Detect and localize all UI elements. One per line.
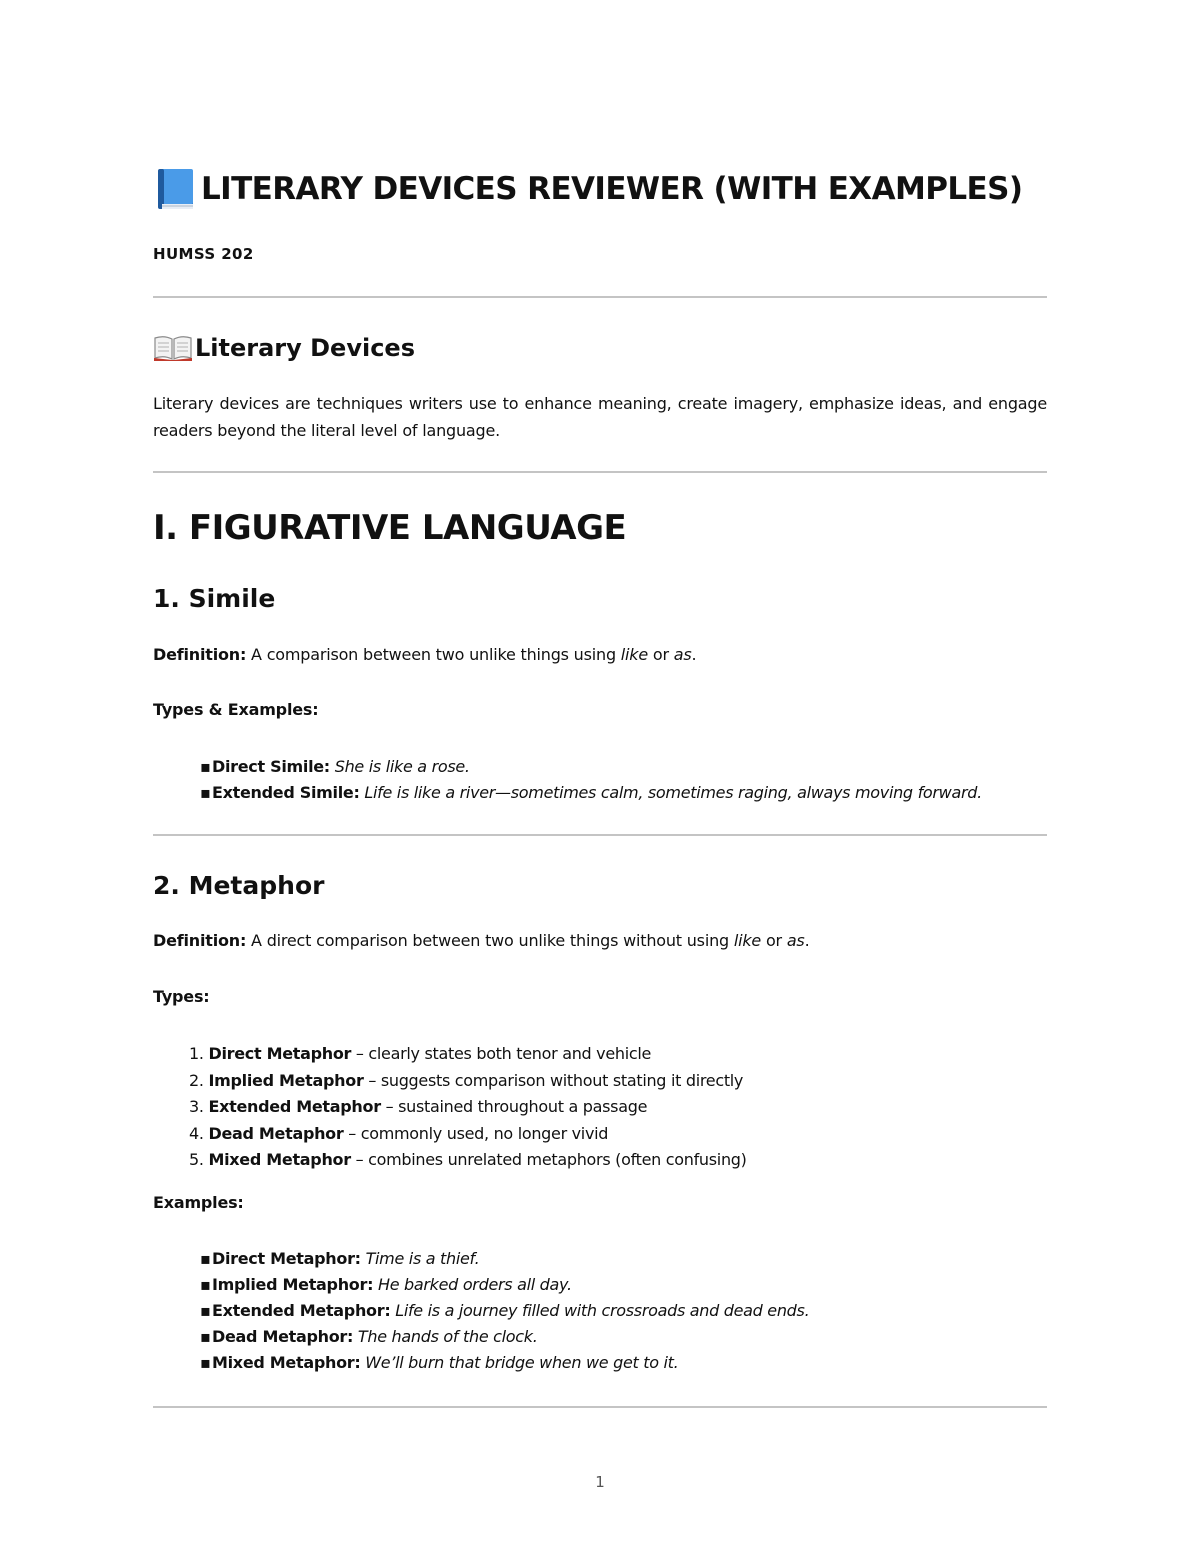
example-text: She is like a rose. <box>334 757 470 776</box>
item-number: 5. <box>189 1150 204 1170</box>
example-label: Extended Metaphor: <box>212 1301 391 1320</box>
page-number: 1 <box>595 1473 605 1491</box>
divider <box>153 471 1047 473</box>
list-item <box>200 780 982 806</box>
bullet: ▪ <box>200 757 211 776</box>
item-number: 2. <box>189 1070 204 1090</box>
type-label: Implied Metaphor <box>208 1070 364 1090</box>
intro-heading-text: Literary Devices <box>195 334 415 362</box>
definition-label: Definition: <box>153 931 247 950</box>
type-text: – suggests comparison without stating it directly <box>363 1070 744 1090</box>
bullet: ▪ <box>200 783 211 802</box>
title-text: LITERARY DEVICES REVIEWER (WITH EXAMPLES) <box>201 171 1023 207</box>
type-text: – clearly states both tenor and vehicle <box>351 1044 652 1063</box>
example-label: Implied Metaphor: <box>212 1275 374 1294</box>
example-label: Dead Metaphor: <box>212 1327 354 1346</box>
simile-heading: 1. Simile <box>153 584 276 613</box>
type-text: – combines unrelated metaphors (often confusing) <box>350 1150 747 1170</box>
example-text: We’ll burn that bridge when we get to it. <box>365 1353 679 1372</box>
example-text: Life is like a river—sometimes calm, sometimes raging, always moving forward. <box>364 783 982 802</box>
example-text: Time is a thief. <box>365 1249 480 1268</box>
metaphor-examples-label: Examples: <box>153 1193 244 1212</box>
definition-text: A comparison between two unlike things using <box>246 645 621 664</box>
blue-book-icon <box>153 166 197 212</box>
definition-label: Definition: <box>153 645 247 664</box>
definition-or: or <box>648 645 674 664</box>
open-book-icon <box>153 334 193 362</box>
list-item <box>189 1068 747 1095</box>
list-item <box>200 1324 809 1350</box>
definition-as: as <box>786 931 805 950</box>
list-item <box>189 1041 747 1068</box>
example-label: Direct Metaphor: <box>212 1249 361 1268</box>
simile-examples-list <box>200 754 982 806</box>
type-label: Dead Metaphor <box>208 1123 344 1143</box>
divider <box>153 296 1047 298</box>
example-label: Extended Simile: <box>212 783 360 802</box>
bullet: ▪ <box>200 1301 211 1320</box>
example-text: He barked orders all day. <box>377 1275 572 1294</box>
example-label: Mixed Metaphor: <box>212 1353 361 1372</box>
list-item <box>189 1094 747 1121</box>
example-text: Life is a journey filled with crossroads and dead ends. <box>395 1301 810 1320</box>
example-text: The hands of the clock. <box>357 1327 538 1346</box>
divider <box>153 834 1047 836</box>
type-label: Extended Metaphor <box>208 1097 381 1117</box>
type-label: Direct Metaphor <box>208 1044 352 1063</box>
definition-end: . <box>804 931 810 950</box>
type-text: – commonly used, no longer vivid <box>343 1123 609 1143</box>
metaphor-types-label: Types: <box>153 987 210 1006</box>
list-item <box>200 754 982 780</box>
section-heading: I. FIGURATIVE LANGUAGE <box>153 508 627 548</box>
metaphor-examples-list <box>200 1246 809 1376</box>
definition-like: like <box>733 931 762 950</box>
item-number: 3. <box>189 1097 204 1117</box>
intro-paragraph: Literary devices are techniques writers use to enhance meaning, create imagery, emphasize ideas, and engage readers beyond the literal level of language. <box>153 394 1047 440</box>
bullet: ▪ <box>200 1327 211 1346</box>
metaphor-heading: 2. Metaphor <box>153 871 325 900</box>
bullet: ▪ <box>200 1353 211 1372</box>
bullet: ▪ <box>200 1249 211 1268</box>
bullet: ▪ <box>200 1275 211 1294</box>
definition-as: as <box>673 645 692 664</box>
list-item <box>200 1272 809 1298</box>
definition-or: or <box>761 931 787 950</box>
simile-types-label: Types & Examples: <box>153 700 319 719</box>
item-number: 4. <box>189 1123 204 1143</box>
divider <box>153 1406 1047 1408</box>
document-title <box>153 166 1022 212</box>
definition-text: A direct comparison between two unlike things without using <box>246 931 734 950</box>
list-item <box>189 1147 747 1174</box>
definition-like: like <box>620 645 648 664</box>
type-text: – sustained throughout a passage <box>380 1097 648 1117</box>
item-number: 1. <box>189 1044 204 1063</box>
metaphor-definition <box>153 931 809 950</box>
type-label: Mixed Metaphor <box>208 1150 351 1170</box>
definition-end: . <box>691 645 697 664</box>
intro-heading <box>153 334 415 362</box>
list-item <box>200 1350 809 1376</box>
example-label: Direct Simile: <box>212 757 330 776</box>
simile-definition <box>153 645 696 664</box>
metaphor-types-list <box>189 1041 747 1174</box>
course-code: HUMSS 202 <box>153 245 254 263</box>
list-item <box>200 1298 809 1324</box>
list-item <box>200 1246 809 1272</box>
list-item <box>189 1121 747 1148</box>
